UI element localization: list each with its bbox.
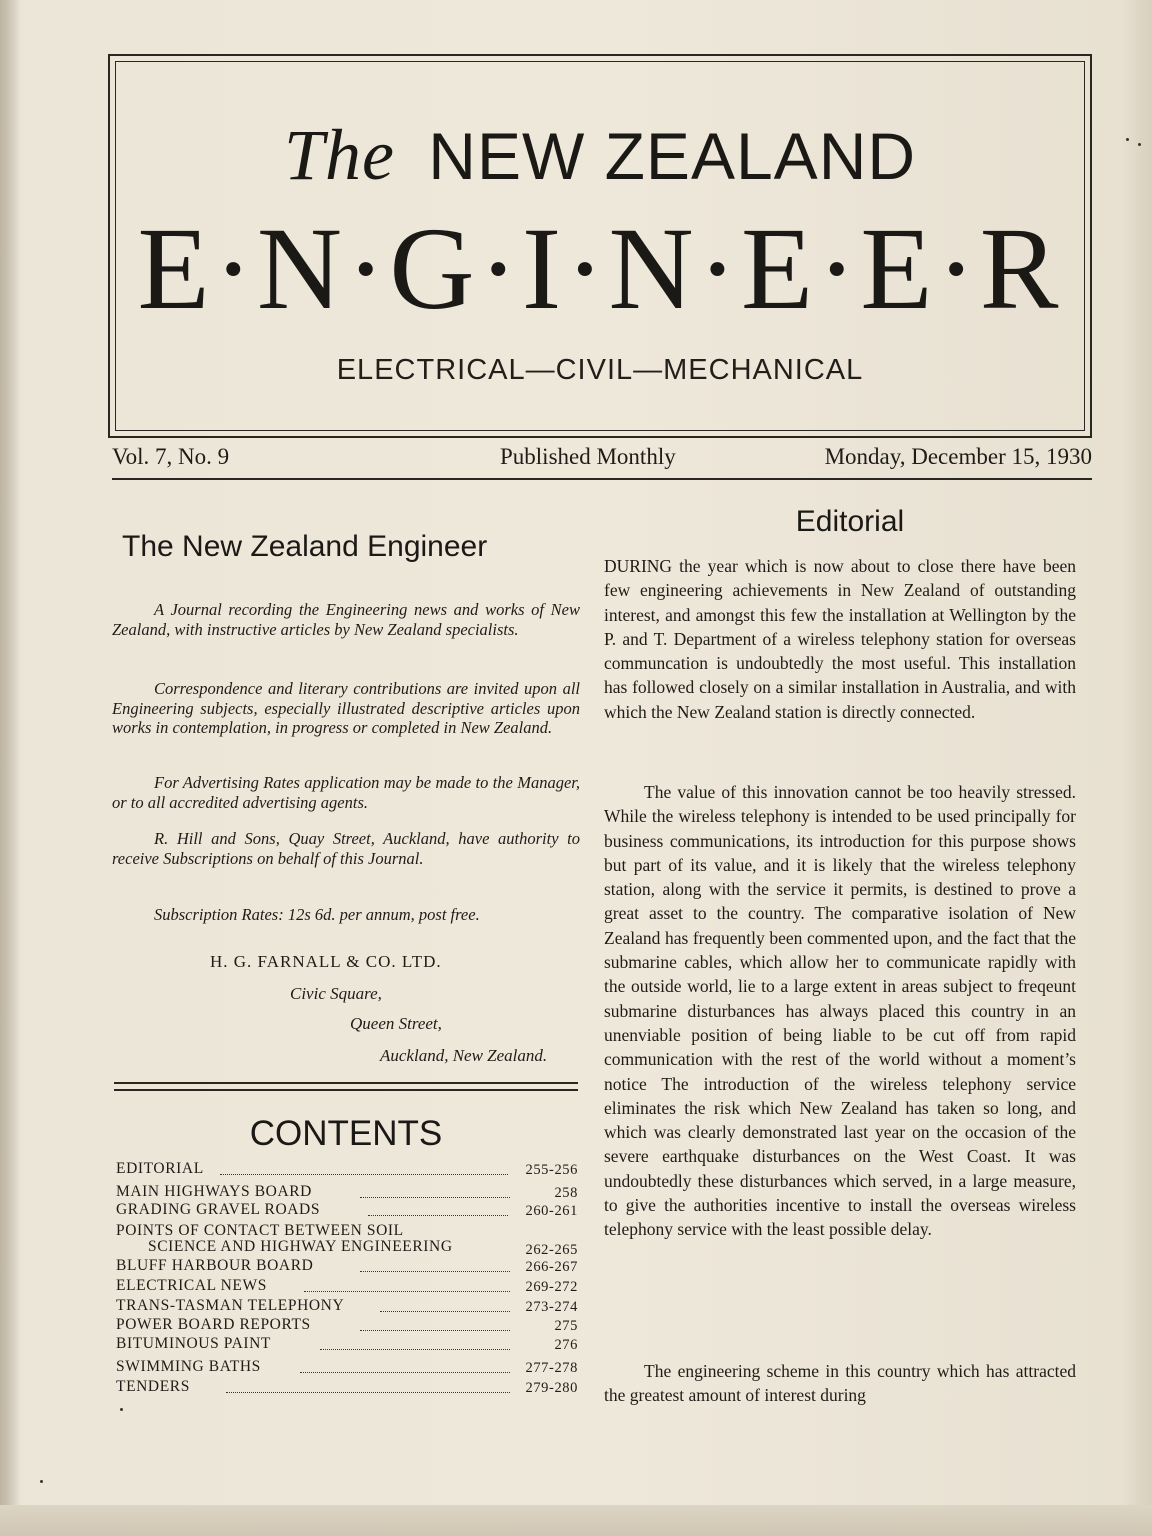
issue-volume: Vol. 7, No. 9 <box>112 444 230 469</box>
contents-item-title: ELECTRICAL NEWS <box>116 1277 267 1294</box>
contents-divider <box>114 1082 578 1091</box>
contents-item <box>116 1183 578 1203</box>
intro-paragraph: Correspondence and literary contributions are invited upon all Engineering subjects, especially illustrated descriptive articles upon works in contemplation, in progress or completed in New Zealand. <box>112 679 580 737</box>
leader-dots <box>360 1197 510 1198</box>
masthead-subtitle: ELECTRICAL—CIVIL—MECHANICAL <box>336 354 864 386</box>
contents-item-title: TRANS-TASMAN TELEPHONY <box>116 1297 345 1314</box>
leader-dots <box>226 1392 510 1393</box>
leader-dots <box>360 1330 510 1331</box>
contents-item-pages: 279-280 <box>525 1380 578 1396</box>
masthead-the: The <box>283 115 395 195</box>
contents-item-title: SWIMMING BATHS <box>116 1358 261 1375</box>
leader-dots <box>300 1372 510 1373</box>
address-line: Queen Street, <box>350 1014 442 1033</box>
spine-shadow <box>0 0 20 1536</box>
contents-item-title: POINTS OF CONTACT BETWEEN SOIL <box>116 1222 404 1239</box>
issue-frequency: Published Monthly <box>500 444 676 469</box>
masthead-frame <box>108 54 1092 438</box>
contents-item-title-continued: SCIENCE AND HIGHWAY ENGINEERING <box>148 1238 453 1255</box>
contents-item-pages: 258 <box>554 1185 578 1201</box>
editorial-paragraph: The value of this innovation cannot be too heavily stressed. While the wireless telephony is intended to be used principally for business communications, its introduction for this purpose shows but part of its value, and it is likely that the wireless telephony station, along with the service it permits, is destined to prove a great asset to the country. The comparative isolation of New Zealand has frequently been commented upon, and the fact that the submarine cables, which allow her to communicate rapidly with the outside world, lie to a large extent in areas subject to freqeunt submarine disturbances has always placed this country in an unenviable position of being liable to be cut off from rapid communication with the rest of the world without a moment’s notice The introduction of the wireless telephony service eliminates the risk which New Zealand has taken so long, and which was clearly demonstrated last year on the occasion of the severe earthquake disturbances on the West Coast. It was undoubtedly these disturbances which served, in a large measure, to give the authorities incentive to install the overseas wireless telephony service with the least possible delay. <box>604 782 1076 1240</box>
contents-item-title: EDITORIAL <box>116 1160 204 1177</box>
contents-item-title: BLUFF HARBOUR BOARD <box>116 1257 314 1274</box>
leader-dots <box>368 1215 508 1216</box>
subscription-rates: Subscription Rates: 12s 6d. per annum, post free. <box>154 905 480 924</box>
contents-heading: CONTENTS <box>249 1114 443 1153</box>
intro-paragraph: For Advertising Rates application may be made to the Manager, or to all accredited advertising agents. <box>112 773 580 812</box>
contents-item <box>116 1335 578 1355</box>
contents-item-pages: 266-267 <box>525 1259 578 1275</box>
contents-item-pages: 273-274 <box>525 1299 578 1315</box>
contents-item <box>116 1297 578 1317</box>
contents-item-title: GRADING GRAVEL ROADS <box>116 1201 321 1218</box>
issue-divider <box>112 478 1092 480</box>
contents-item-pages: 260-261 <box>525 1203 578 1219</box>
publisher-name: H. G. FARNALL & CO. LTD. <box>210 952 442 971</box>
print-speck <box>1126 138 1129 141</box>
editorial-paragraph: The engineering scheme in this country which has attracted the greatest amount of interest during <box>604 1361 1076 1406</box>
page-bottom-edge <box>0 1505 1152 1536</box>
leader-dots <box>220 1174 508 1175</box>
contents-item-pages: 276 <box>554 1337 578 1353</box>
contents-item <box>116 1358 578 1378</box>
intro-paragraph: R. Hill and Sons, Quay Street, Auckland, have authority to receive Subscriptions on behalf of this Journal. <box>112 829 580 868</box>
contents-item-pages: 277-278 <box>525 1360 578 1376</box>
contents-item-pages: 275 <box>554 1318 578 1334</box>
address-line: Civic Square, <box>290 984 382 1003</box>
contents-item-pages: 255-256 <box>525 1162 578 1178</box>
masthead-inner-frame <box>115 61 1085 431</box>
print-speck <box>1138 143 1141 146</box>
contents-item <box>116 1257 578 1277</box>
print-speck <box>120 1408 123 1411</box>
address-line: Auckland, New Zealand. <box>380 1046 548 1065</box>
contents-item <box>116 1222 578 1260</box>
leader-dots <box>380 1311 510 1312</box>
intro-paragraph: A Journal recording the Engineering news and works of New Zealand, with instructive articles by New Zealand specialists. <box>112 600 580 639</box>
issue-info-row <box>112 444 1092 480</box>
contents-item-pages: 262-265 <box>525 1242 578 1258</box>
contents-item <box>116 1316 578 1336</box>
leader-dots <box>320 1349 510 1350</box>
leader-dots <box>360 1271 510 1272</box>
editorial-paragraph: DURING the year which is now about to close there have been few engineering achievements in New Zealand of outstanding interest, and amongst this few the installation at Wellington by the P. and T. Department of a wireless telephony station for overseas communcation is undoubtedly the most useful. This installation has followed closely on a similar installation in Australia, and with which the New Zealand station is directly connected. <box>604 556 1076 722</box>
contents-item-title: BITUMINOUS PAINT <box>116 1335 271 1352</box>
masthead-title-line <box>116 114 1084 197</box>
contents-item <box>116 1160 578 1180</box>
journal-title: The New Zealand Engineer <box>122 530 488 563</box>
masthead-engineer: E·N·G·I·N·E·E·R <box>137 203 1063 334</box>
contents-item-title: TENDERS <box>116 1378 190 1395</box>
issue-date: Monday, December 15, 1930 <box>824 444 1092 469</box>
editorial-heading: Editorial <box>795 505 905 538</box>
contents-item-pages: 269-272 <box>525 1279 578 1295</box>
print-speck <box>40 1480 43 1483</box>
contents-item <box>116 1277 578 1297</box>
contents-item-title: POWER BOARD REPORTS <box>116 1316 311 1333</box>
contents-item <box>116 1201 578 1221</box>
masthead-new-zealand: NEW ZEALAND <box>428 119 917 193</box>
contents-item-title: MAIN HIGHWAYS BOARD <box>116 1183 312 1200</box>
leader-dots <box>304 1291 510 1292</box>
contents-item <box>116 1378 578 1398</box>
